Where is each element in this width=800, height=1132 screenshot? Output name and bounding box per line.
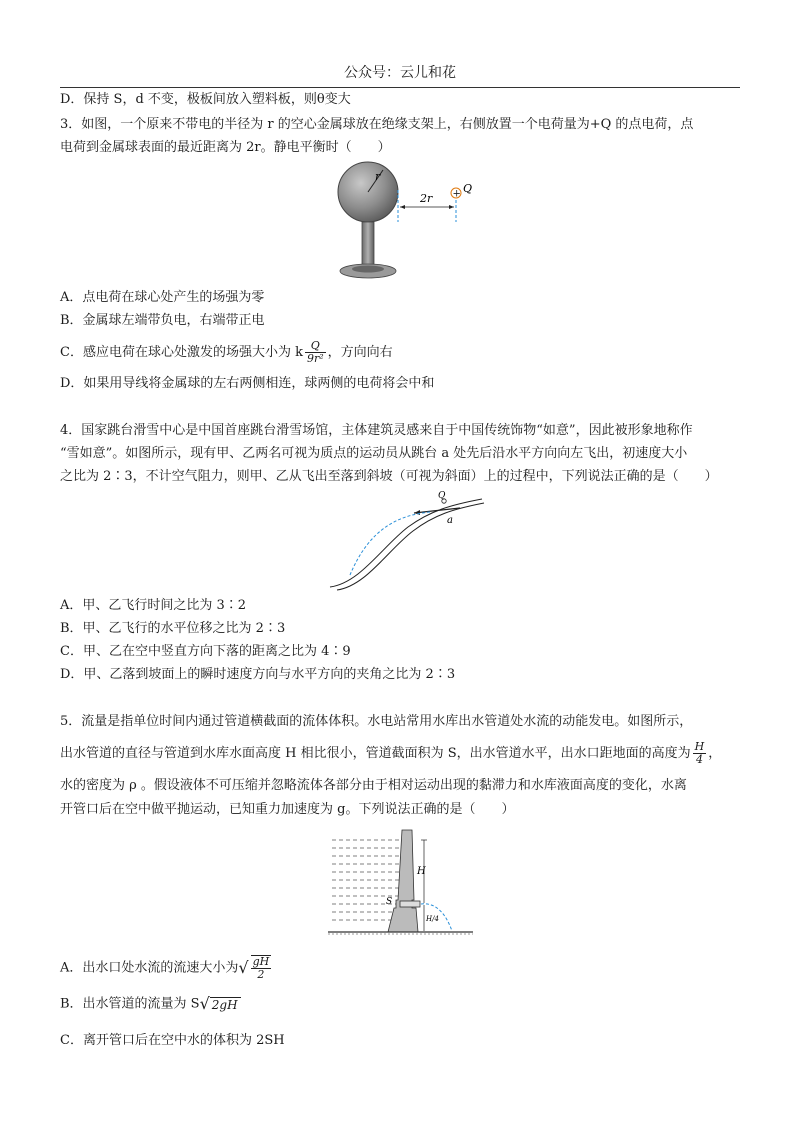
slope-bottom-line <box>337 503 484 590</box>
q4-stem-line1: 4．国家跳台滑雪中心是中国首座跳台滑雪场馆，主体建筑灵感来自于中国传统饰物“如意”，因此被形象地称作 <box>60 423 693 438</box>
q4-option-a[interactable]: A．甲、乙飞行时间之比为 3∶2 <box>60 598 247 613</box>
q5-option-a[interactable] <box>60 952 273 985</box>
outlet-pipe <box>400 901 420 907</box>
slope-top-line <box>330 499 482 587</box>
fraction-denominator: 4 <box>695 753 703 766</box>
q3-stem-line2: 电荷到金属球表面的最近距离为 2r。静电平衡时（ ） <box>60 140 391 155</box>
header-divider <box>60 87 740 88</box>
q3-option-c-fraction <box>305 340 326 365</box>
q5-option-a-sqrt-fraction <box>251 955 272 981</box>
q4-stem-line2: “雪如意”。如图所示，现有甲、乙两名可视为质点的运动员从跳台 a 处先后沿水平方向向左飞出，初速度大小 <box>60 446 688 461</box>
q3-stem-line1: 3．如图，一个原来不带电的半径为 r 的空心金属球放在绝缘支架上，右侧放置一个电荷量为+Q 的点电荷，点 <box>60 117 694 132</box>
distance-label: 2r <box>420 192 433 205</box>
radical-sign: √ <box>238 958 249 977</box>
q5-stem-line2 <box>60 739 750 769</box>
q3-option-c-text: C．感应电荷在球心处激发的场强大小为 k <box>60 345 303 360</box>
height-quarter-label: H/4 <box>426 915 439 923</box>
prev-option-d: D．保持 S，d 不变，极板间放入塑料板，则θ变大 <box>60 92 351 107</box>
arrow-head-right <box>449 205 454 209</box>
dam-body <box>388 830 418 932</box>
q5-option-c[interactable]: C．离开管口后在空中水的体积为 2SH <box>60 1033 285 1048</box>
q5-option-b[interactable] <box>60 994 241 1015</box>
q5-stem-line4: 开管口后在空中做平抛运动，已知重力加速度为 g。下列说法正确的是（ ） <box>60 802 515 817</box>
charge-label: Q <box>463 182 473 195</box>
fraction-numerator: gH <box>252 955 270 968</box>
q5-height-fraction <box>693 741 707 766</box>
q3-option-b[interactable]: B．金属球左端带负电，右端带正电 <box>60 313 265 328</box>
page-header: 公众号：云儿和花 <box>344 65 456 81</box>
q3-option-c[interactable] <box>60 340 393 366</box>
q5-stem-line3: 水的密度为 ρ 。假设液体不可压缩并忽略流体各部分由于相对运动出现的黏滞力和水库液面高度的变化，水离 <box>60 778 687 793</box>
arrow-head-left <box>400 205 405 209</box>
radius-label: r <box>375 170 381 183</box>
q4-option-b[interactable]: B．甲、乙飞行的水平位移之比为 2∶3 <box>60 621 286 636</box>
q5-option-a-text: A．出水口处水流的流速大小为 <box>60 960 239 976</box>
q5-figure-reservoir <box>328 828 473 940</box>
reservoir-water <box>332 840 402 920</box>
q4-option-d[interactable]: D．甲、乙落到坡面上的瞬时速度方向与水平方向的夹角之比为 2∶3 <box>60 667 456 682</box>
q4-stem-line3: 之比为 2∶3，不计空气阻力，则甲、乙从飞出至落到斜坡（可视为斜面）上的过程中，下列说法正确的是（ ） <box>60 469 718 484</box>
q5-stem-line2-end: ， <box>708 746 722 761</box>
q3-option-d[interactable]: D．如果用导线将金属球的左右两侧相连，球两侧的电荷将会中和 <box>60 376 435 391</box>
fraction-numerator: H <box>694 740 705 753</box>
height-H-label: H <box>417 866 426 877</box>
q5-stem-line2-text: 出水管道的直径与管道到水库水面高度 H 相比很小，管道截面积为 S，出水管道水平，出水口距地面的高度为 <box>60 746 691 761</box>
stand-base-inner <box>352 266 384 273</box>
q4-figure-ski-jump <box>310 487 490 592</box>
fraction-numerator: Q <box>305 340 326 353</box>
q3-option-a[interactable]: A．点电荷在球心处产生的场强为零 <box>60 290 265 305</box>
pipe-area-label: S <box>386 897 393 907</box>
q3-figure-metal-sphere <box>325 160 485 285</box>
q5-option-b-sqrt: 2gH <box>210 997 241 1012</box>
fraction-denominator: 2 <box>257 968 265 981</box>
charge-plus-sign: + <box>452 188 461 200</box>
point-a-label: a <box>447 515 453 526</box>
q5-stem-line1: 5．流量是指单位时间内通过管道横截面的流体体积。水电站常用水库出水管道处水流的动能发电。如图所示， <box>60 714 693 729</box>
insulating-stand-pole <box>362 222 374 267</box>
q4-option-c[interactable]: C．甲、乙在空中竖直方向下落的距离之比为 4∶9 <box>60 644 351 659</box>
q3-option-c-tail: ，方向向右 <box>327 345 393 360</box>
radical-sign: √ <box>199 994 210 1013</box>
fraction-denominator: 9r² <box>306 352 324 365</box>
angle-label: Q <box>438 491 446 501</box>
q5-option-b-text: B．出水管道的流量为 S <box>60 996 200 1012</box>
